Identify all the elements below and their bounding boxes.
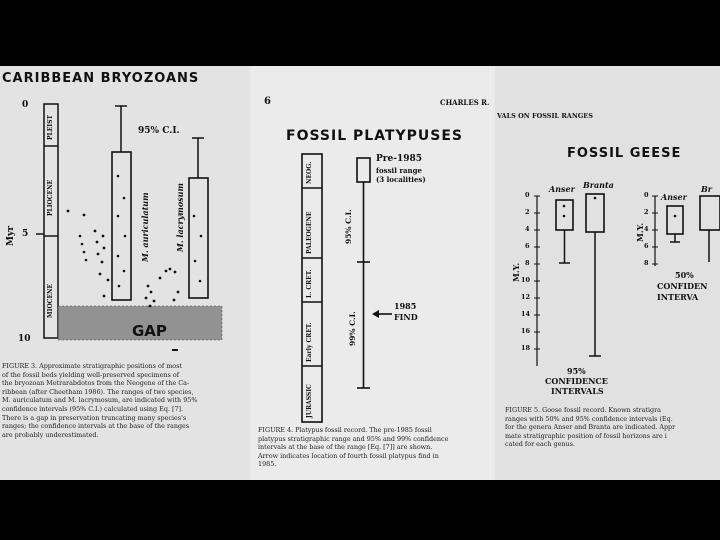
geese-title: FOSSIL GEESE [567, 146, 682, 161]
tick-label: 12 [521, 293, 531, 301]
axis-label-my-right: M.Y. [635, 222, 645, 242]
bryozoan-caption [2, 362, 197, 439]
tick-label: 6 [525, 242, 530, 250]
tick-label: 14 [521, 310, 531, 318]
label-95: 95% [567, 366, 586, 376]
period-paleogene: PALEOGENE [306, 211, 313, 254]
platypus-caption [258, 426, 448, 469]
label-interva: INTERVA [657, 292, 699, 302]
axis-label-myr: Myr [6, 226, 16, 246]
tick-label: 8 [525, 259, 530, 267]
ci-label: 95% C.I. [138, 126, 180, 136]
caption-line: for the genera Anser and Branta are indicated. Appr [505, 423, 676, 432]
find-year: 1985 [394, 301, 417, 311]
caption-line: There is a gap in preservation truncating many species's [2, 413, 187, 422]
label-confiden: CONFIDEN [657, 281, 708, 291]
bryozoan-title: CARIBBEAN BRYOZOANS [2, 71, 200, 86]
species-auriculatum: M. auriculatum [140, 192, 150, 262]
localities-label: (3 localities) [376, 175, 426, 184]
tick-10: 10 [18, 334, 31, 344]
fossil-range-label: fossil range [376, 166, 422, 175]
genus-branta-right: Br [701, 184, 712, 194]
period-early-cret: Early CRET. [306, 322, 313, 362]
tick-label: 16 [521, 327, 531, 335]
tick-label: 8 [644, 259, 649, 267]
tick-label: 0 [644, 191, 649, 199]
tick-5: 5 [22, 229, 29, 239]
caption-line: of the fossil beds yielding well-preserved specimens of [2, 370, 180, 379]
tick-label: 0 [525, 191, 530, 199]
label-intervals: INTERVALS [551, 386, 604, 396]
axis-label-my: M.Y. [511, 262, 521, 282]
caption-line: ranges with 50% and 95% confidence intervals (Eq. [505, 414, 673, 423]
period-neog: NEOG. [306, 161, 313, 184]
genus-branta: Branta [583, 180, 614, 190]
period-lcret: L. CRET. [306, 269, 313, 298]
epoch-miocene: MIOCENE [47, 283, 54, 318]
caption-line: are probably underestimated. [2, 430, 99, 439]
running-head-right: VALS ON FOSSIL RANGES [497, 112, 593, 120]
caption-line: cated for each genus. [505, 440, 575, 449]
caption-line: intervals at the base of the range [Eq. [7]] are shown. [258, 443, 433, 452]
scanned-pages [0, 66, 720, 480]
caption-line: 1985. [258, 460, 277, 469]
platypus-title: FOSSIL PLATYPUSES [286, 128, 463, 144]
species-lacrymosum: M. lacrymosum [175, 183, 185, 252]
platypus-figure [250, 66, 495, 480]
caption-line: mate stratigraphic position of fossil horizons are i [505, 431, 667, 440]
tick-0: 0 [22, 100, 29, 110]
caption-line: confidence intervals (95% C.I.) calculated using Eq. [7]. [2, 404, 184, 413]
genus-anser: Anser [549, 184, 575, 194]
caption-line: ribbean (after Cheetham 1986). The ranges of two species, [2, 387, 194, 396]
tick-label: 2 [525, 208, 530, 216]
epoch-pliocene: PLIOCENE [47, 179, 54, 216]
tick-label: 4 [525, 225, 530, 233]
caption-line: Arrow indicates location of fourth fossil platypus find in [258, 451, 439, 460]
tick-label: 10 [521, 276, 531, 284]
tick-label: 18 [521, 344, 531, 352]
genus-anser-right: Anser [661, 192, 687, 202]
geese-caption [505, 406, 675, 449]
caption-line: platypus stratigraphic range and 95% and 99% confidence [258, 434, 449, 443]
gap-label: GAP [132, 322, 167, 340]
ci95-label: 95% C.I. [344, 209, 353, 244]
caption-line: ranges; the confidence intervals at the base of the ranges [2, 422, 190, 431]
caption-line: M. auriculatum and M. lacrymosum, are indicated with 95% [2, 396, 198, 405]
tick-label: 2 [644, 208, 649, 216]
pre-1985-label: Pre-1985 [376, 154, 423, 164]
caption-line: FIGURE 4. Platypus fossil record. The pre-1985 fossil [258, 426, 432, 434]
geese-figure [495, 66, 720, 480]
tick-label: 6 [644, 242, 649, 250]
find-label: FIND [394, 312, 418, 322]
caption-line: the bryozoan Metrarabdotos from the Neogene of the Ca- [2, 379, 190, 388]
tick-label: 4 [644, 225, 649, 233]
running-head-middle: CHARLES R. [440, 98, 490, 107]
epoch-pleist: PLEIST [47, 115, 54, 140]
caption-line: FIGURE 5. Goose fossil record. Known stratigra [505, 406, 661, 414]
label-50: 50% [675, 270, 694, 280]
period-jurassic: JURASSIC [306, 384, 313, 418]
label-confidence: CONFIDENCE [545, 376, 608, 386]
page-number: 6 [264, 96, 271, 107]
caption-line: FIGURE 3. Approximate stratigraphic positions of most [2, 362, 182, 370]
bryozoan-figure [0, 66, 250, 480]
ci99-label: 99% C.I. [348, 311, 357, 346]
